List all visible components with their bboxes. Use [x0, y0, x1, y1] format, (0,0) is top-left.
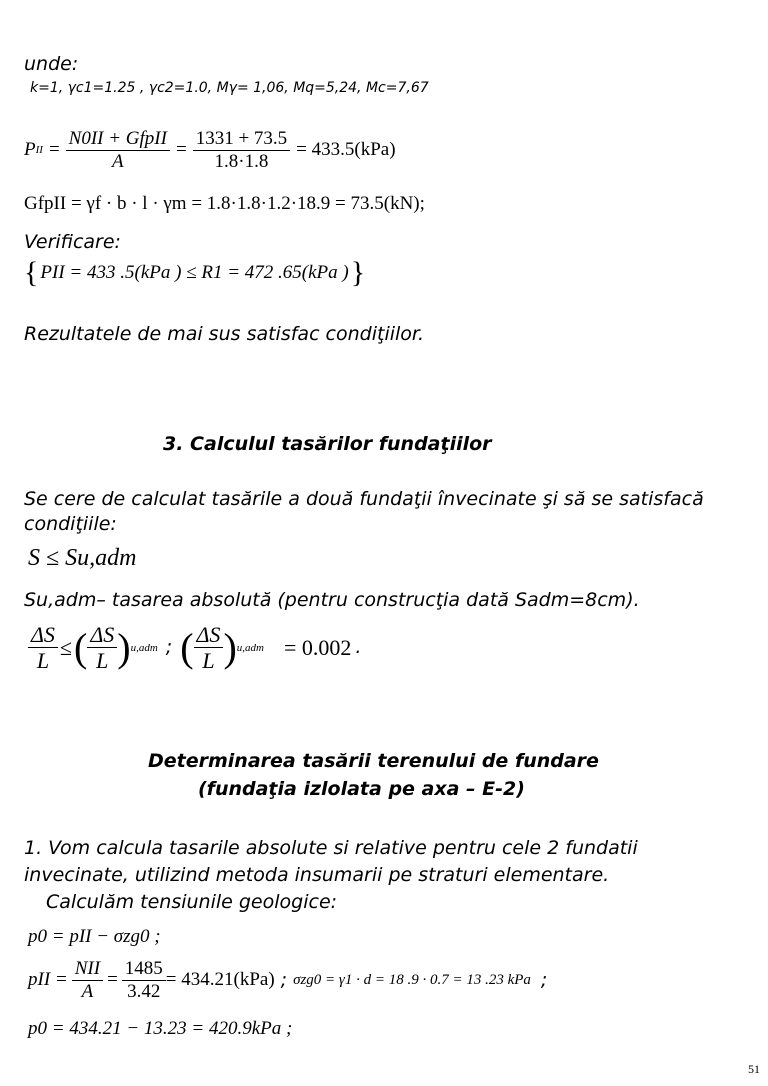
eq1-num2: 1331 + 73.5	[193, 128, 290, 151]
eq5-sub-b: u,adm	[236, 641, 264, 654]
eq1-num1: N0II + GfpII	[66, 128, 170, 151]
paragraph-method-line2: invecinate, utilizind metoda insumarii pe straturi elementare.	[24, 864, 610, 886]
paragraph-requirements: Se cere de calculat tasările a două fundaţii învecinate şi să se satisfacă condiţiile:	[24, 488, 704, 535]
eq5-num-a: ΔS	[28, 622, 58, 648]
eq7-den1: A	[81, 980, 94, 1002]
section-heading-settlement: 3. Calculul tasărilor fundaţiilor	[163, 433, 492, 455]
paragraph-method-line1: 1. Vom calcula tasarile absolute si relative pentru cele 2 fundatii	[24, 837, 638, 859]
eq5-den-a: L	[36, 648, 50, 674]
equation-relative-settlement: $\frac{\Delta S}{L}$ ≤ ( $\frac{\Delta S}{L}$ ) u,adm ; ( $\frac{\Delta S}{L}$ ) u,adm = 0.002 .	[28, 622, 361, 674]
equation-verification: { PII = 433 .5(kPa ) ≤ R1 = 472 .65(kPa ) }	[24, 256, 366, 289]
equation-p0-result: p0 = 434.21 − 13.23 = 420.9kPa ;	[28, 1018, 293, 1039]
eq7-result: = 434.21(kPa)	[165, 969, 275, 991]
eq5-separator: ;	[165, 636, 173, 659]
eq5-value: = 0.002	[283, 634, 352, 660]
eq7-num2: 1485	[122, 958, 166, 981]
eq7-sigma: σzg0 = γ1 · d = 18 .9 · 0.7 = 13 .23 kPa	[293, 971, 531, 988]
eq1-den2: 1.8·1.8	[214, 150, 269, 172]
intro-unde: unde:	[24, 53, 79, 75]
eq1-result: = 433.5(kPa)	[296, 139, 396, 161]
su-adm-prefix: Su,adm	[24, 589, 97, 611]
equation-pressure: P II = $\frac{\text{N0II + GfpII}}{A}$ = $\frac{1331 + 73.5}{1.8\cdot 1.8}$ = 433.5(kPa)	[24, 128, 396, 172]
conclusion-text: Rezultatele de mai sus satisfac condiţiilor.	[24, 323, 425, 345]
su-adm-text: – tasarea absolută (pentru construcţia dată Sadm=8cm).	[96, 589, 640, 611]
eq7-lhs: pII =	[28, 969, 68, 991]
eq5-den-c: L	[202, 648, 215, 674]
eq5-den-b: L	[96, 648, 109, 674]
paragraph-method-line3: Calculăm tensiunile geologice:	[46, 891, 338, 913]
eq1-den1: A	[112, 150, 124, 172]
eq5-num-b: ΔS	[87, 622, 117, 648]
eq5-sub-a: u,adm	[130, 641, 158, 654]
eq1-lhs: P	[24, 139, 36, 161]
equation-pii-calculation: pII = $\frac{\text{NII}}{A}$ = $\frac{1485}{3.42}$ = 434.21(kPa) ; σzg0 = γ1 · d = 18 .9 · 0.7 = 13 .23 kPa ;	[28, 958, 548, 1002]
eq5-num-c: ΔS	[194, 622, 224, 648]
su-adm-line	[24, 588, 640, 613]
eq1-lhs-sub: II	[35, 144, 43, 157]
eq3-text: PII = 433 .5(kPa ) ≤ R1 = 472 .65(kPa )	[40, 262, 349, 283]
section-heading-subtitle: (fundaţia izlolata pe axa – E-2)	[198, 778, 525, 800]
equation-p0-definition: p0 = pII − σzg0 ;	[28, 926, 161, 947]
verificare-label: Verificare:	[24, 231, 121, 253]
equation-s-condition: S ≤ Su,adm	[28, 545, 137, 571]
intro-coefficients: k=1, γc1=1.25 , γc2=1.0, Mγ= 1,06, Mq=5,24, Mc=7,67	[30, 80, 429, 96]
eq7-den2: 3.42	[127, 980, 161, 1002]
eq7-num1: NII	[72, 958, 103, 981]
equation-foundation-weight: GfpII = γf · b · l · γm = 1.8·1.8·1.2·18.9 = 73.5(kN);	[24, 193, 425, 214]
eq5-end: .	[355, 636, 362, 659]
page-number: 51	[748, 1062, 760, 1076]
section-heading-determination: Determinarea tasării terenului de fundare	[148, 750, 599, 772]
